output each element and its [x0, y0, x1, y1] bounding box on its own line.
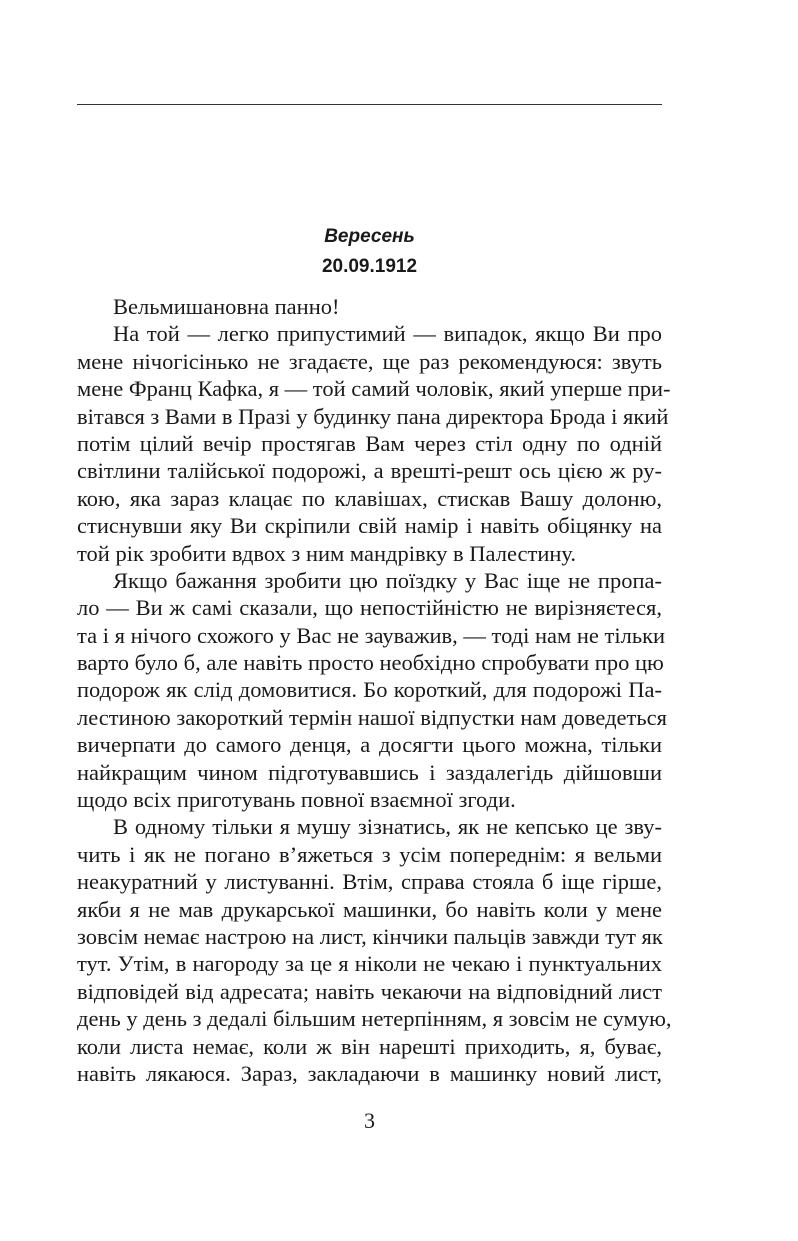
- text-line: найкращим чином підготувавшись і заздалегідь дійшовши: [77, 759, 662, 785]
- text-line: лестиною закороткий термін нашої відпустки нам доведеться: [77, 704, 667, 730]
- text-line: світлини талійської подорожі, а врешті-решт ось цією ж ру-: [77, 458, 662, 484]
- text-line: якби я не мав друкарської машинки, бо навіть коли у мене: [77, 896, 662, 922]
- paragraph-1: [77, 320, 671, 567]
- text-line: ло — Ви ж самі сказали, що непостійністю не вирізняєтеся,: [77, 595, 662, 621]
- page-number: 3: [364, 1108, 375, 1133]
- text-line: тут. Утім, в нагороду за це я ніколи не чекаю і пунктуальних: [77, 951, 662, 977]
- text-line: подорож як слід домовитися. Бо короткий, для подорожі Па-: [77, 677, 662, 703]
- text-line: день у день з дедалі більшим нетерпінням, я зовсім не сумую,: [77, 1006, 672, 1032]
- paragraph-2: [77, 567, 667, 814]
- header-rule: [77, 104, 662, 105]
- text-line: Якщо бажання зробити цю поїздку у Вас іще не пропа-: [113, 567, 662, 593]
- text-line: стиснувши яку Ви скріпили свій намір і навіть обіцянку на: [77, 513, 662, 539]
- paragraph-3: [77, 813, 672, 1087]
- text-line: мене Франц Кафка, я — той самий чоловік, який уперше при-: [77, 376, 671, 402]
- text-line: коли листа немає, коли ж він нарешті приходить, я, буває,: [77, 1033, 662, 1059]
- text-line: відповідей від адресата; навіть чекаючи на відповідний лист: [77, 978, 662, 1004]
- text-line: В одному тільки я мушу зізнатись, як не кепсько це зву-: [113, 814, 662, 840]
- text-line: щодо всіх приготувань повної взаємної згоди.: [77, 787, 516, 813]
- letter-month: Вересень: [324, 226, 415, 247]
- text-line: неакуратний у листуванні. Втім, справа стояла б іще гірше,: [77, 869, 662, 895]
- text-line: На той — легко припустимий — випадок, якщо Ви про: [113, 321, 662, 347]
- text-line: потім цілий вечір простягав Вам через стіл одну по одній: [77, 430, 662, 456]
- text-line: чить і як не погано в’яжеться з усім попереднім: я вельми: [77, 841, 662, 867]
- text-line: той рік зробити вдвох з ним мандрівку в Палестину.: [77, 540, 577, 566]
- text-line: вичерпати до самого денця, а досягти цього можна, тільки: [77, 732, 662, 758]
- letter-date: 20.09.1912: [321, 256, 418, 277]
- text-line: навіть лякаюся. Зараз, закладаючи в машинку новий лист,: [77, 1060, 662, 1086]
- salutation: Вельмишановна панно!: [113, 294, 340, 319]
- text-line: зовсім немає настрою на лист, кінчики пальців завжди тут як: [77, 923, 663, 949]
- text-line: кою, яка зараз клацає по клавішах, стискав Вашу долоню,: [77, 485, 662, 511]
- text-line: мене нічогісінько не згадаєте, ще раз рекомендуюся: звуть: [77, 348, 662, 374]
- text-line: вітався з Вами в Празі у будинку пана директора Брода і який: [77, 403, 669, 429]
- text-line: варто було б, але навіть просто необхідно спробувати про цю: [77, 650, 664, 676]
- text-line: та і я нічого схожого у Вас не зауважив, — тоді нам не тільки: [77, 622, 666, 648]
- letter-body: [77, 293, 672, 1087]
